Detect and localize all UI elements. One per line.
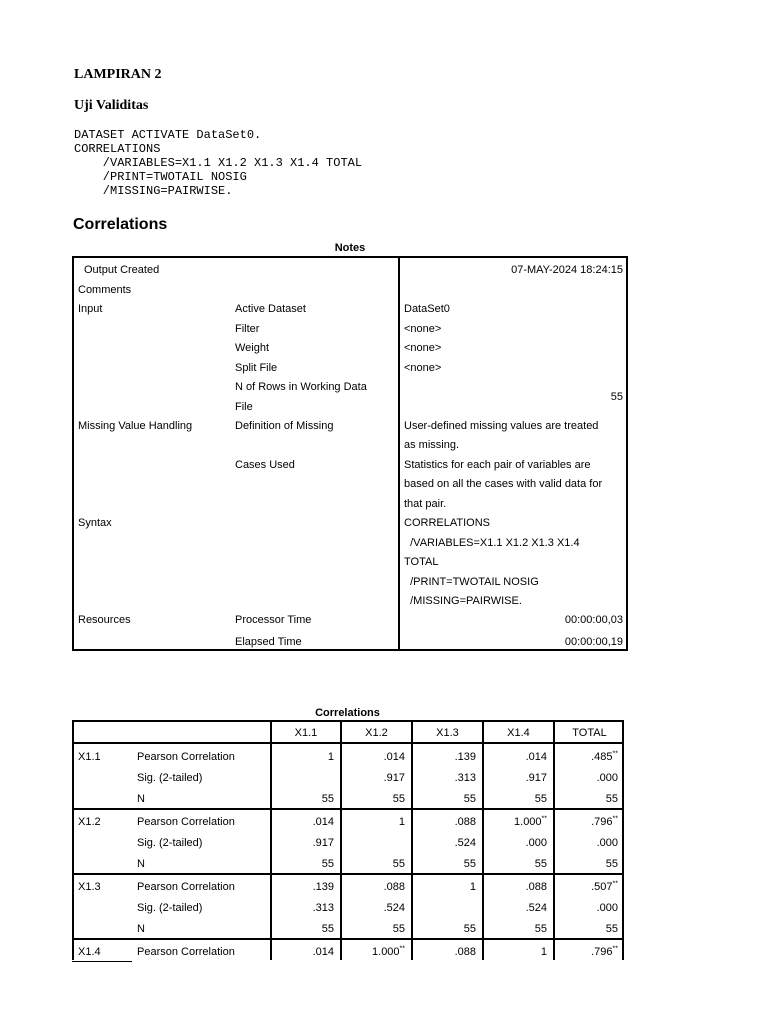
table-cell: 55 [321, 858, 334, 870]
notes-table-title: Notes [334, 242, 366, 254]
syntax-value-line3: TOTAL [404, 556, 439, 568]
filter-value: <none> [404, 323, 442, 335]
table-cell: 55 [534, 858, 547, 870]
table-cell: 55 [321, 793, 334, 805]
elapsed-time-label: Elapsed Time [235, 636, 302, 648]
syntax-block [74, 128, 362, 198]
table-cell: 55 [605, 793, 618, 805]
table-cell: .000 [525, 837, 547, 849]
row-variable-x1-2: X1.2 [78, 816, 101, 828]
elapsed-time-value: 00:00:00,19 [564, 636, 623, 648]
table-cell: .313 [454, 772, 476, 784]
correlations-table-title: Correlations [315, 707, 380, 719]
table-cell: 55 [463, 793, 476, 805]
resources-label: Resources [78, 614, 131, 626]
cases-used-value-line1: Statistics for each pair of variables are [404, 459, 591, 471]
table-cell: .014 [383, 751, 405, 763]
active-dataset-value: DataSet0 [404, 303, 450, 315]
syntax-value-line4: /PRINT=TWOTAIL NOSIG [404, 576, 539, 588]
n-rows-value: 55 [610, 391, 623, 403]
input-label: Input [78, 303, 103, 315]
table-cell: .507** [591, 880, 618, 893]
syntax-line: CORRELATIONS [74, 142, 161, 156]
table-cell: .796** [591, 815, 618, 828]
processor-time-value: 00:00:00,03 [564, 614, 623, 626]
table-cell: 55 [534, 923, 547, 935]
table-cell: .313 [312, 902, 334, 914]
column-header-x1-1: X1.1 [294, 727, 318, 739]
table-cell: .524 [383, 902, 405, 914]
table-cell: .000 [596, 837, 618, 849]
table-cell: .014 [525, 751, 547, 763]
stat-label: Pearson Correlation [137, 881, 235, 893]
syntax-line: /PRINT=TWOTAIL NOSIG [74, 170, 247, 184]
stat-label: Pearson Correlation [137, 946, 235, 958]
table-cell: .014 [312, 946, 334, 958]
table-cell: 1 [398, 816, 405, 828]
processor-time-label: Processor Time [235, 614, 312, 626]
table-cell: .014 [312, 816, 334, 828]
syntax-value-line5: /MISSING=PAIRWISE. [404, 595, 522, 607]
table-cell: 55 [392, 923, 405, 935]
split-file-value: <none> [404, 362, 442, 374]
table-cell: 55 [392, 793, 405, 805]
definition-of-missing-label: Definition of Missing [235, 420, 334, 432]
table-cell: 55 [605, 858, 618, 870]
row-variable-x1-4: X1.4 [78, 946, 101, 958]
definition-value-line2: as missing. [404, 439, 460, 451]
n-rows-label: N of Rows in Working Data [235, 381, 367, 393]
column-header-x1-4: X1.4 [507, 727, 530, 739]
weight-value: <none> [404, 342, 442, 354]
table-cell: 55 [534, 793, 547, 805]
table-cell: .000 [596, 902, 618, 914]
definition-value-line1: User-defined missing values are treated [404, 420, 599, 432]
table-cell: .524 [454, 837, 476, 849]
stat-label: Sig. (2-tailed) [137, 837, 203, 849]
stat-label: Sig. (2-tailed) [137, 772, 203, 784]
table-cell: .485** [591, 750, 618, 763]
table-cell: .917 [312, 837, 334, 849]
stat-label: Pearson Correlation [137, 751, 235, 763]
table-cell: .139 [454, 751, 476, 763]
section-title: Correlations [73, 216, 168, 233]
table-cell: .139 [312, 881, 334, 893]
table-cell: .917 [383, 772, 405, 784]
syntax-label: Syntax [78, 517, 112, 529]
appendix-heading: LAMPIRAN 2 [74, 67, 162, 82]
active-dataset-label: Active Dataset [235, 303, 306, 315]
syntax-value-line1: CORRELATIONS [404, 517, 490, 529]
output-created-value: 07-MAY-2024 18:24:15 [511, 264, 623, 276]
column-header-total: TOTAL [572, 727, 607, 739]
cases-used-value-line2: based on all the cases with valid data for [404, 478, 603, 490]
row-variable-x1-3: X1.3 [78, 881, 101, 893]
syntax-value-line2: /VARIABLES=X1.1 X1.2 X1.3 X1.4 [404, 537, 580, 549]
syntax-line: DATASET ACTIVATE DataSet0. [74, 128, 262, 142]
table-cell: .000 [596, 772, 618, 784]
table-cell: .917 [525, 772, 547, 784]
stat-label: N [137, 923, 145, 935]
stat-label: N [137, 793, 145, 805]
stat-label: N [137, 858, 145, 870]
missing-value-handling-label: Missing Value Handling [78, 420, 193, 432]
comments-label: Comments [78, 284, 132, 296]
table-cell: 1.000** [514, 815, 547, 828]
table-cell: .088 [454, 946, 476, 958]
table-cell: .088 [525, 881, 547, 893]
table-cell: .088 [383, 881, 405, 893]
stat-label: Sig. (2-tailed) [137, 902, 203, 914]
table-cell: 55 [463, 858, 476, 870]
syntax-line: /VARIABLES=X1.1 X1.2 X1.3 X1.4 TOTAL [74, 156, 363, 170]
syntax-line: /MISSING=PAIRWISE. [74, 184, 233, 198]
cases-used-value-line3: that pair. [404, 498, 447, 510]
table-cell: 1 [469, 881, 476, 893]
validity-test-heading: Uji Validitas [74, 98, 149, 113]
weight-label: Weight [235, 342, 270, 354]
table-cell: 55 [321, 923, 334, 935]
table-cell: .088 [454, 816, 476, 828]
table-cell: 55 [463, 923, 476, 935]
table-cell: 1 [327, 751, 334, 763]
table-cell: .796** [591, 945, 618, 958]
table-cell: 1.000** [372, 945, 405, 958]
column-header-x1-3: X1.3 [436, 727, 459, 739]
filter-label: Filter [235, 323, 260, 335]
table-cell: 1 [540, 946, 547, 958]
stat-label: Pearson Correlation [137, 816, 235, 828]
row-variable-x1-1: X1.1 [78, 751, 101, 763]
output-created-label: Output Created [84, 264, 160, 276]
table-cell: 55 [605, 923, 618, 935]
table-cell: 55 [392, 858, 405, 870]
table-cell: .524 [525, 902, 547, 914]
cases-used-label: Cases Used [235, 459, 295, 471]
n-rows-label-continued: File [235, 401, 253, 413]
column-header-x1-2: X1.2 [365, 727, 388, 739]
split-file-label: Split File [235, 362, 278, 374]
